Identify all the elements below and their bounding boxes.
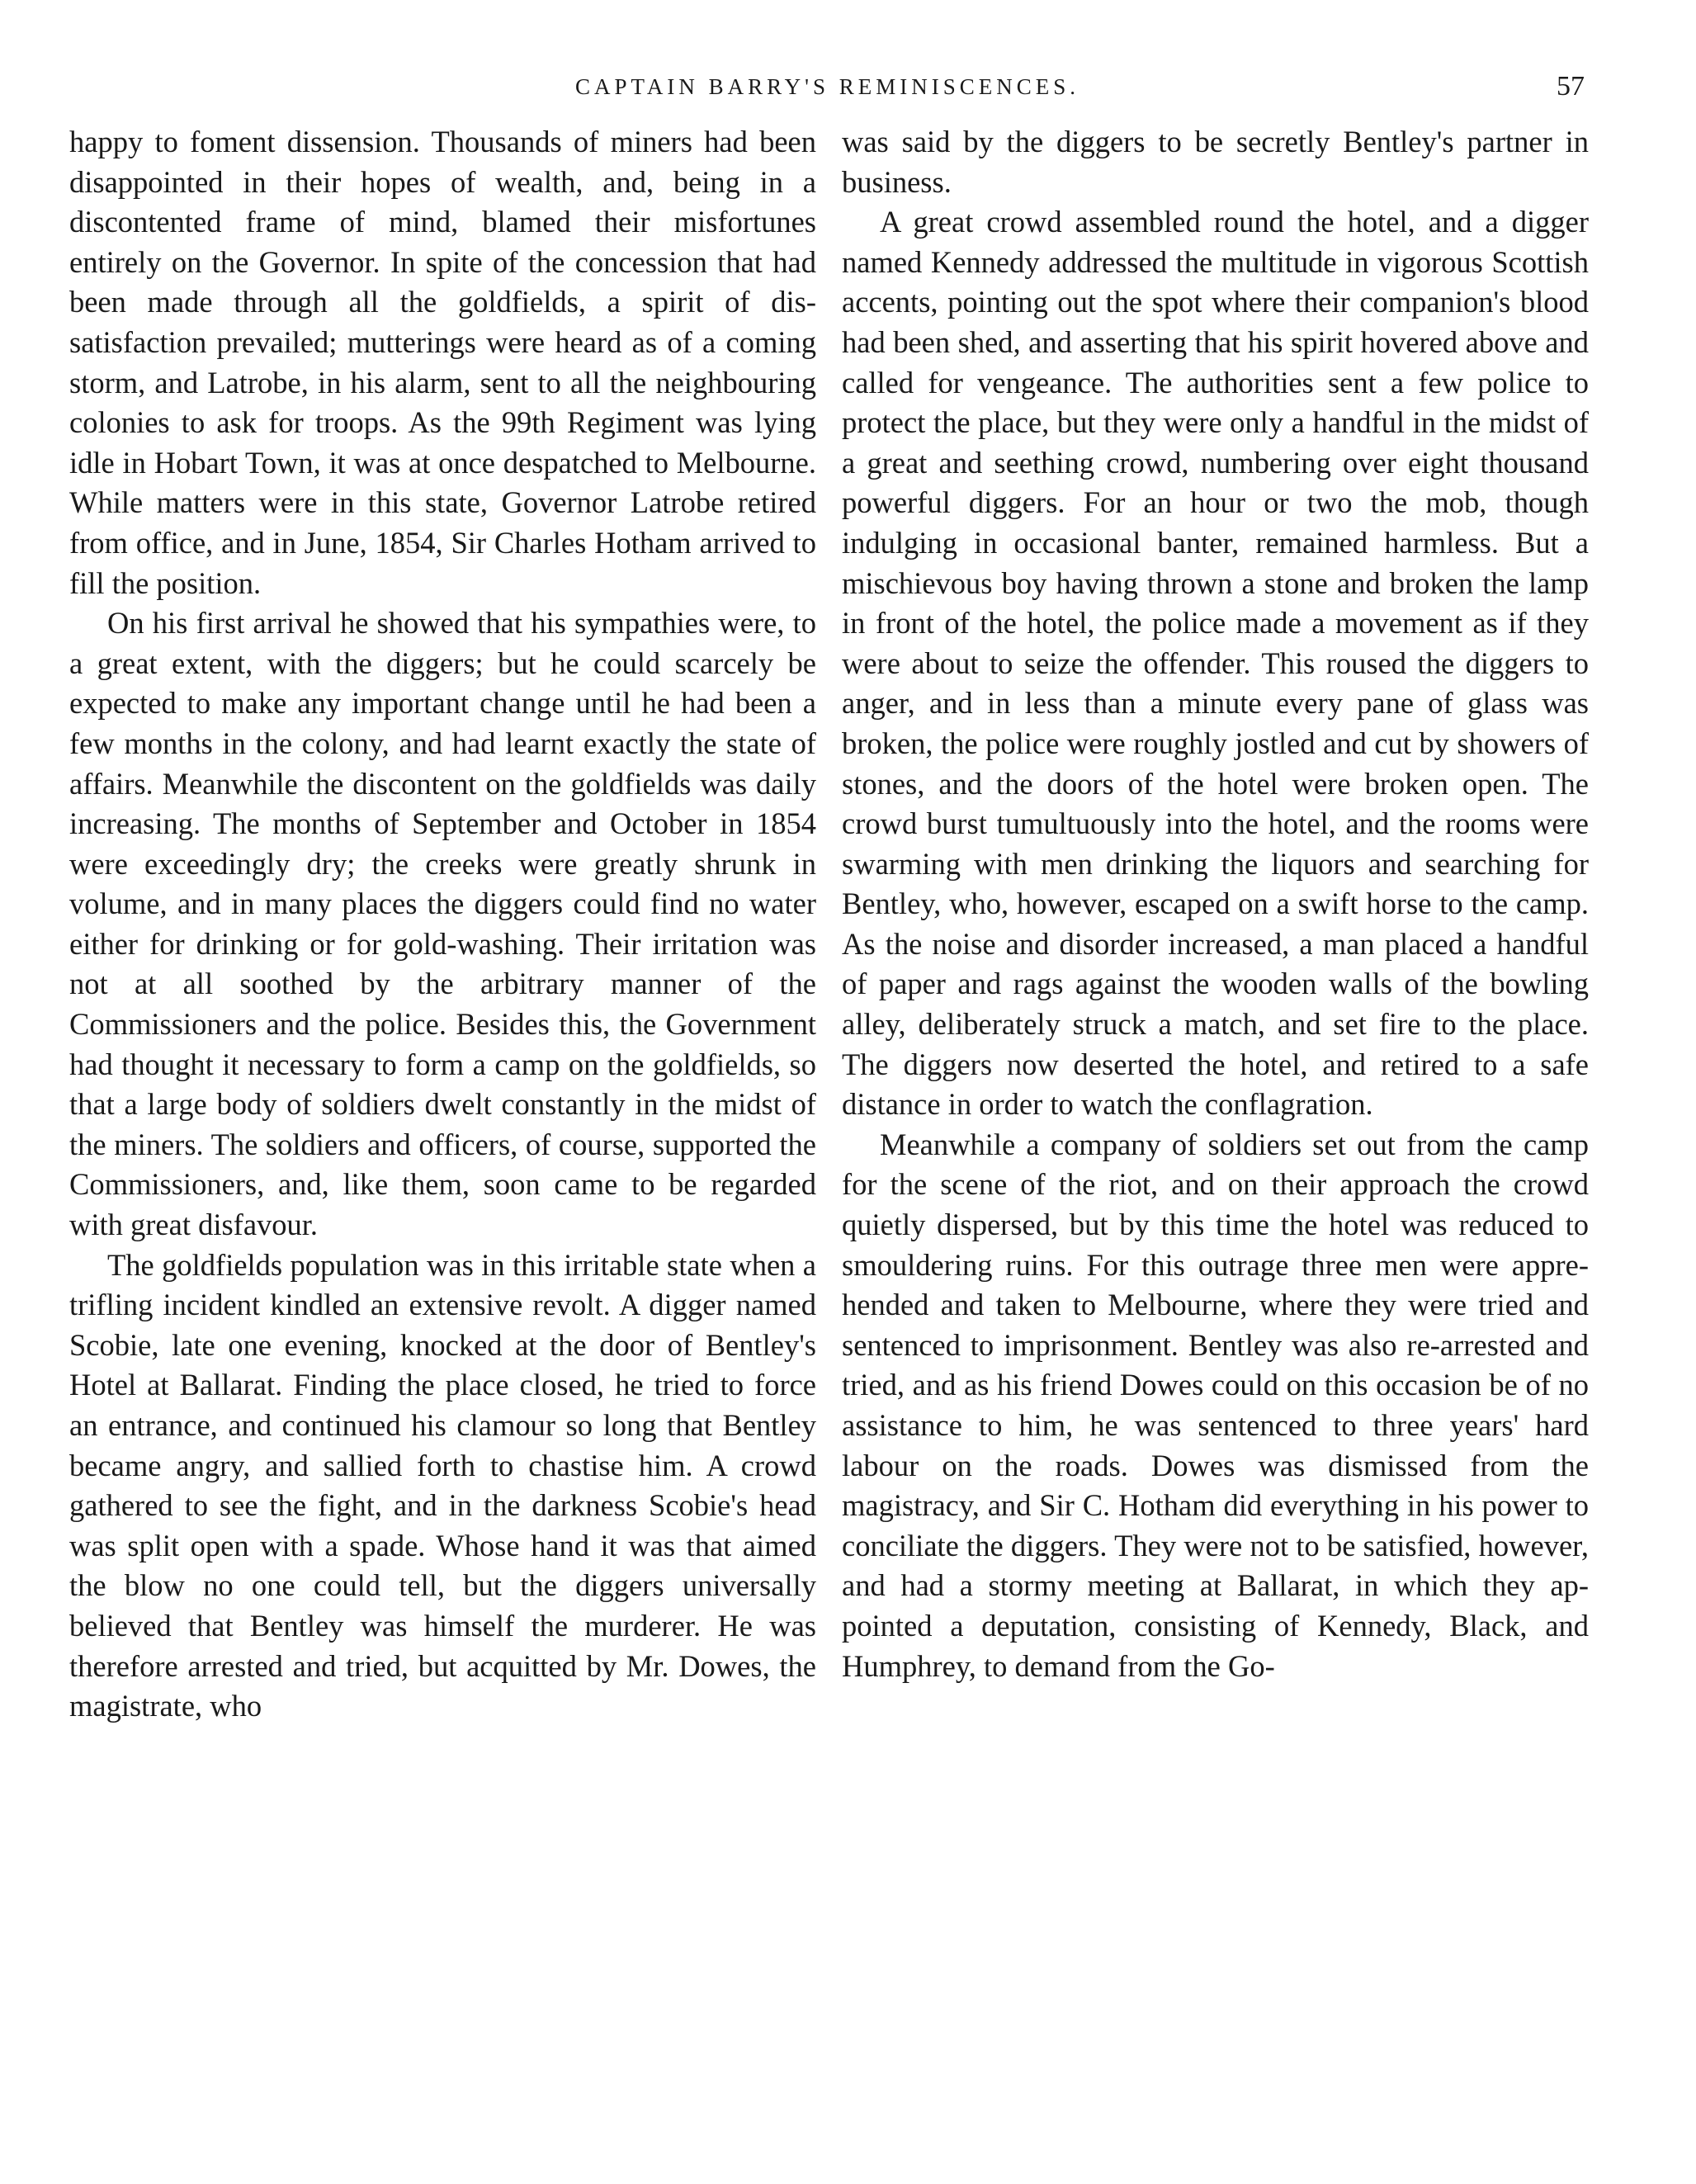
left-column [69, 122, 816, 1727]
paragraph: was said by the diggers to be secretly Bentley's partner in business. [842, 125, 1589, 199]
paragraph: On his first arrival he showed that his sympathies were, to a great extent, with the diggers; but he could scarcely be expected to make any important change until he had been a few months in the colony, and had learnt exactly the state of affairs. Meanwhile the discontent on the goldfields was daily increasing. The months of September and October in 1854 were exceedingly dry; the creeks were greatly shrunk in volume, and in many places the diggers could find no water either for drinking or for gold-washing. Their irritation was not at all soothed by the arbitrary manner of the Commissioners and the police. Besides this, the Government had thought it necessary to form a camp on the goldfields, so that a large body of soldiers dwelt constantly in the midst of the miners. The soldiers and officers, of course, supported the Commissioners, and, like them, soon came to be regarded with great disfavour. [69, 606, 816, 1242]
paragraph: Meanwhile a company of soldiers set out from the camp for the scene of the riot, and on their approach the crowd quietly dispersed, but by this time the hotel was reduced to smouldering ruins. For this outrage three men were apprehended and taken to Melbourne, where they were tried and sentenced to imprisonment. Bentley was also re-arrested and tried, and as his friend Dowes could on this occasion be of no assistance to him, he was sentenced to three years' hard labour on the roads. Dowes was dismissed from the magistracy, and Sir C. Hotham did everything in his power to conciliate the diggers. They were not to be satisfied, however, and had a stormy meeting at Ballarat, in which they appointed a deputation, consisting of Kennedy, Black, and Humphrey, to demand from the Go- [842, 1127, 1589, 1683]
page-number: 57 [1557, 71, 1585, 102]
paragraph: A great crowd assembled round the hotel, and a digger named Kennedy addressed the multitude in vigorous Scottish accents, pointing out the spot where their companion's blood had been shed, and asserting that his spirit hovered above and called for vengeance. The authorities sent a few police to protect the place, but they were only a handful in the midst of a great and seething crowd, numbering over eight thousand powerful diggers. For an hour or two the mob, though indulging in occasional banter, remained harmless. But a mischievous boy having thrown a stone and broken the lamp in front of the hotel, the police made a movement as if they were about to seize the offender. This roused the diggers to anger, and in less than a minute every pane of glass was broken, the police were roughly jostled and cut by showers of stones, and the doors of the hotel were broken open. The crowd burst tumultuously into the hotel, and the rooms were swarming with men drinking the liquors and searching for Bentley, who, however, escaped on a swift horse to the camp. As the noise and disorder increased, a man placed a handful of paper and rags against the wooden walls of the bowling alley, deliberately struck a match, and set fire to the place. The diggers now deserted the hotel, and retired to a safe distance in order to watch the conflagration. [842, 205, 1589, 1122]
paragraph: happy to foment dissension. Thousands of miners had been disappointed in their hopes of wealth, and, being in a discontented frame of mind, blamed their misfortunes entirely on the Governor. In spite of the concession that had been made through all the goldfields, a spirit of dissatisfaction prevailed; mutterings were heard as of a coming storm, and Latrobe, in his alarm, sent to all the neighbouring colonies to ask for troops. As the 99th Regiment was lying idle in Hobart Town, it was at once despatched to Melbourne. While matters were in this state, Governor Latrobe retired from office, and in June, 1854, Sir Charles Hotham arrived to fill the position. [69, 125, 816, 600]
paragraph: The goldfields population was in this irritable state when a trifling incident kindled an extensive revolt. A digger named Scobie, late one evening, knocked at the door of Bentley's Hotel at Ballarat. Finding the place closed, he tried to force an entrance, and continued his clamour so long that Bentley became angry, and sallied forth to chastise him. A crowd gathered to see the fight, and in the darkness Scobie's head was split open with a spade. Whose hand it was that aimed the blow no one could tell, but the diggers universally believed that Bentley was himself the murderer. He was therefore arrested and tried, but acquitted by Mr. Dowes, the magistrate, who [69, 1247, 816, 1723]
running-title: CAPTAIN BARRY'S REMINISCENCES. [574, 74, 1080, 99]
right-column [842, 122, 1589, 1686]
page-header [70, 66, 1585, 107]
